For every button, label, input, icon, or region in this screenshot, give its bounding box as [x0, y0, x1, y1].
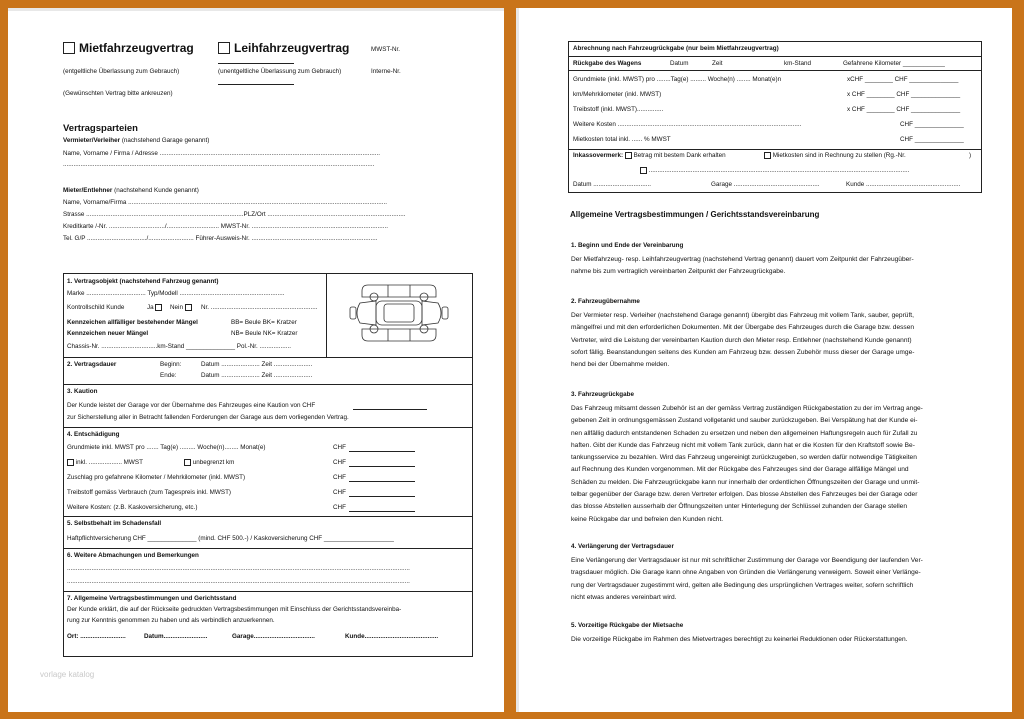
sec2-title: 2. Fahrzeugübernahme: [571, 298, 640, 305]
chassis-field[interactable]: Chassis-Nr. ................................km-Stand ______________ Pol.-Nr. ..................: [67, 343, 291, 350]
treibstoff-label: Treibstoff gemäss Verbrauch (zum Tagespreis inkl. MWST): [67, 489, 232, 496]
abr-grundmiete-field[interactable]: xCHF ________ CHF ______________: [847, 76, 959, 83]
abr-treibstoff-label: Treibstoff (inkl. MWST)...............: [573, 106, 664, 113]
section-1-title: 1. Vertragsobjekt (nachstehend Fahrzeug genannt): [67, 278, 219, 285]
page-edge-shadow: [8, 8, 504, 11]
section-2-title: 2. Vertragsdauer: [67, 361, 117, 368]
kaution-amount-field[interactable]: [353, 409, 427, 410]
nein-label: Nein: [170, 304, 183, 312]
divider-s2: [63, 384, 473, 385]
garage-signature-field[interactable]: Garage...................................: [232, 633, 315, 640]
sec3-line: auf Rechnung des Kunden vorgenommen. Mit der Rückgabe des Fahrzeuges sind der Garage allfällige Mängel und: [571, 466, 909, 474]
chf-label-4: CHF: [333, 489, 346, 496]
sec3-line: das blosse Abstellen ausserhalb der Öffnungszeiten unter Hinterlegung der Schlüssel zuhanden der Garage stellen: [571, 503, 908, 511]
ja-checkbox[interactable]: [155, 304, 162, 311]
sec1-line: nahme bis zum vertraglich vereinbarten Zeitpunkt der Fahrzeugrückgabe.: [571, 268, 786, 276]
weitere-kosten-label: Weitere Kosten: (z.B. Kaskoversicherung, etc.): [67, 504, 198, 511]
other-dots-field[interactable]: .....................................................................................................................................................: [648, 167, 910, 175]
beginn-datum-zeit-field[interactable]: Datum ...................... Zeit ......................: [201, 361, 313, 368]
abr-mietkosten-label: Mietkosten total inkl. ...... % MWST: [573, 136, 671, 143]
sec1-text: [571, 254, 914, 279]
inkasso-label: Inkassovermerk:: [573, 152, 624, 160]
sec1-title: 1. Beginn und Ende der Vereinbarung: [571, 242, 684, 249]
sec2-line: mängelfrei und mit den erforderlichen Dokumenten. Mit der Übergabe des Fahrzeuges durch die Garage bzw. dessen: [571, 324, 915, 332]
sec4-title: 4. Verlängerung der Vertragsdauer: [571, 543, 674, 550]
sec3-line: gebenen Zeit in ordnungsgemässen Zustand vollgetankt und sauber zurückzugeben. Bei Verspätung hat der Kunde ei-: [571, 417, 918, 425]
bemerkungen-line-1[interactable]: ....................................................................................................................................................................................................: [67, 565, 410, 572]
divider-s4: [63, 516, 473, 517]
sec3-line: tankungsservice zu bezahlen. Wird das Fahrzeug ungereinigt zurückzugeben, so werden dafür notwendige Tätigkeiten: [571, 454, 917, 462]
rueckgabe-zeit[interactable]: Zeit: [712, 60, 723, 67]
abr-datum-field[interactable]: Datum .................................: [573, 181, 652, 188]
sec3-line: telbar gegenüber der Garage bzw. deren Vertreter erfolgen. Das blosse Abstellen des Fahrzeuges bei der Garage oder: [571, 491, 918, 499]
agb-title: Allgemeine Vertragsbestimmungen / Gerichtsstandsvereinbarung: [570, 210, 820, 219]
section-6-title: 6. Weitere Abmachungen und Bemerkungen: [67, 552, 199, 559]
leihfahrzeug-note: (unentgeltliche Überlassung zum Gebrauch): [218, 68, 342, 75]
sec3-line: Schäden zu melden. Die Fahrzeugrückgabe kann nur innerhalb der ordentlichen Öffnungszeiten der Garage und unmit-: [571, 478, 920, 486]
mieter-name-field[interactable]: Name, Vorname/Firma ....................................................................................................................................................: [63, 199, 388, 206]
betrag-label: Betrag mit bestem Dank erhalten: [633, 152, 726, 160]
nb-beule-legend: NB= Beule NK= Kratzer: [231, 330, 298, 337]
sec2-line: sofort fällig. Beanstandungen seitens des Kunden am Fahrzeug bzw. dessen Zubehör muss dieser der Garage umge-: [571, 348, 915, 356]
sec3-line: keine Rückgabe dar und befreien den Kunden nicht.: [571, 515, 724, 523]
abr-garage-field[interactable]: Garage .................................................: [711, 181, 820, 188]
vermieter-note: (nachstehend Garage genannt): [121, 137, 210, 144]
sec3-line: haften. Gibt der Kunde das Fahrzeug nicht mit vollem Tank zurück, dann hat er die Kosten für den Kraftstoff sowie Be-: [571, 441, 915, 449]
strasse-field[interactable]: Strasse ..........................................................................................PLZ/Ort ...............................................................................: [63, 211, 406, 218]
section-7-title: 7. Allgemeine Vertragsbestimmungen und Gerichtsstand: [67, 595, 237, 602]
agb-acceptance-2: rung zur Kenntnis genommen zu haben und als verbindlich anzuerkennen.: [67, 617, 275, 624]
bemerkungen-line-2[interactable]: ....................................................................................................................................................................................................: [67, 578, 410, 585]
beginn-label: Beginn:: [160, 361, 182, 368]
divider-s3: [63, 427, 473, 428]
sec3-line: nen allfällig dadurch entstandenen Schaden zu ersetzen und neben den allgemeinen Haftungsregeln auch für Zufall zu: [571, 429, 918, 437]
interne-nr-label: Interne-Nr.: [371, 68, 401, 75]
sec2-line: Der Vermieter resp. Verleiher (nachstehend Garage genannt) übergibt das Fahrzeug mit vollem Tank, sauber, geprüft,: [571, 312, 914, 319]
kontrollschild-nr-field[interactable]: Nr. .............................................................: [201, 304, 318, 311]
mieter-note: (nachstehend Kunde genannt): [114, 187, 199, 194]
sec3-text: [571, 403, 923, 526]
zuschlag-label: Zuschlag pro gefahrene Kilometer / Mehrkilometer (inkl. MWST): [67, 474, 246, 481]
leihfahrzeug-checkbox[interactable]: [218, 42, 230, 54]
contract-back-page: [516, 8, 1012, 712]
agb-acceptance-1: Der Kunde erklärt, die auf der Rückseite gedruckten Vertragsbestimmungen mit Einschluss der Gerichtsstandsvereinba-: [67, 606, 402, 613]
chf-label-5: CHF: [333, 504, 346, 511]
section-4-title: 4. Entschädigung: [67, 431, 120, 438]
sec5-line: Die vorzeitige Rückgabe im Rahmen des Mietvertrages berechtigt zu keinerlei Reduktionen oder Rückerstattungen.: [571, 636, 908, 643]
unbegrenzt-checkbox[interactable]: [184, 459, 191, 466]
sec5-text: [571, 634, 907, 646]
ankreuzen-note: (Gewünschten Vertrag bitte ankreuzen): [63, 90, 173, 97]
ja-label: Ja: [147, 304, 154, 312]
mietfahrzeug-checkbox[interactable]: [63, 42, 75, 54]
tel-field[interactable]: Tel. G/P ................................../.......................... Führer-Ausweis-Nr. ........................................................................: [63, 235, 378, 242]
abrechnung-divider-2: [568, 70, 982, 71]
divider-s6: [63, 591, 473, 592]
divider-car: [326, 273, 327, 357]
unbegrenzt-label: unbegrenzt km: [192, 459, 235, 467]
section-3-title: 3. Kaution: [67, 388, 98, 395]
abr-km-field[interactable]: x CHF ________ CHF ______________: [847, 91, 961, 98]
chf-label-1: CHF: [333, 444, 346, 451]
divider-s5: [63, 548, 473, 549]
mieter-heading: Mieter/Entlehner: [63, 187, 113, 194]
contract-front-page: [8, 8, 504, 712]
sec5-title: 5. Vorzeitige Rückgabe der Mietsache: [571, 622, 684, 629]
watermark: vorlage katalog: [40, 670, 95, 679]
selbstbehalt-field[interactable]: Haftpflichtversicherung CHF ______________ (mind. CHF 500.-) / Kaskoversicherung CHF ____________________: [67, 535, 394, 542]
sec4-line: nicht etwas anderes vereinbart wird.: [571, 593, 677, 601]
chf-field-2[interactable]: [349, 466, 415, 467]
car-damage-diagram-icon[interactable]: [348, 281, 450, 345]
chf-label-2: CHF: [333, 459, 346, 466]
abrechnung-title: Abrechnung nach Fahrzeugrückgabe (nur beim Mietfahrzeugvertrag): [573, 45, 779, 52]
kaution-text-2: zur Sicherstellung aller in Betracht fallenden Forderungen der Garage aus dem vorliegenden Vertrag.: [67, 414, 349, 421]
sec2-text: [571, 310, 914, 371]
kennzeichen-neu-label: Kennzeichen neuer Mängel: [67, 330, 149, 337]
vermieter-address-line[interactable]: ..................................................................................................................................................................................: [63, 161, 375, 168]
ende-label: Ende:: [160, 372, 177, 379]
rueckgabe-label: Rückgabe des Wagens: [573, 60, 642, 67]
section-5-title: 5. Selbstbehalt im Schadensfall: [67, 520, 162, 527]
vermieter-heading: Vermieter/Verleiher: [63, 137, 121, 144]
leihfahrzeug-line-2: [218, 84, 294, 85]
rechnung-checkbox[interactable]: [764, 152, 771, 159]
chf-field-5[interactable]: [349, 511, 415, 512]
abrechnung-divider-1: [568, 56, 982, 57]
rueckgabe-km-stand[interactable]: km-Stand: [784, 60, 811, 67]
abr-grundmiete-label: Grundmiete (inkl. MWST) pro ........Tag(e) ......... Woche(n) ........ Monat(e)n: [573, 76, 782, 83]
sec4-line: rung der Vertragsdauer zugestimmt wird, gelten alle Bedingung des ursprünglichen Vertrages weiter, sofern schriftlich: [571, 581, 914, 589]
abr-kunde-field[interactable]: Kunde ......................................................: [846, 181, 961, 188]
sec4-text: [571, 555, 923, 604]
marke-field[interactable]: Marke .................................. Typ/Modell ............................................................: [67, 290, 285, 297]
divider-s1: [63, 357, 473, 358]
ort-signature-field[interactable]: Ort: ..........................: [67, 633, 126, 640]
rechnung-paren: ): [969, 152, 972, 159]
chf-field-1[interactable]: [349, 451, 415, 452]
gefahrene-km-field[interactable]: Gefahrene Kilometer ____________: [843, 60, 945, 67]
rueckgabe-datum[interactable]: Datum: [670, 60, 689, 67]
leihfahrzeug-title: Leihfahrzeugvertrag: [234, 41, 350, 55]
sec4-line: Eine Verlängerung der Vertragsdauer ist nur mit schriftlicher Zustimmung der Garage vor Beendigung der laufenden Ver-: [571, 557, 923, 564]
sec2-line: Vertreter, wird die Leistung der vereinbarten Kaution durch den Mieter resp. Entlehner (nachstehend Kunde genannt): [571, 336, 912, 344]
mwst-nr-label: MWST-Nr.: [371, 46, 401, 53]
ende-datum-zeit-field[interactable]: Datum ...................... Zeit ......................: [201, 372, 313, 379]
sec3-title: 3. Fahrzeugrückgabe: [571, 391, 634, 398]
rechnung-label: Mietkosten sind in Rechnung zu stellen (Rg.-Nr.: [772, 152, 906, 160]
sec2-line: hend bei der Übernahme melden.: [571, 361, 670, 369]
nein-checkbox[interactable]: [185, 304, 192, 311]
bb-beule-legend: BB= Beule BK= Kratzer: [231, 319, 297, 326]
mietfahrzeug-title: Mietfahrzeugvertrag: [79, 41, 194, 55]
abr-weitere-field[interactable]: CHF ______________: [900, 121, 964, 128]
sec1-line: Der Mietfahrzeug- resp. Leihfahrzeugvertrag (nachstehend Vertrag genannt) dauert vom Zeitpunkt der Fahrzeugüber-: [571, 256, 914, 263]
inkl-mwst-label: inkl. ................... MWST: [75, 459, 143, 467]
vertragsparteien-heading: Vertragsparteien: [63, 123, 138, 134]
kennzeichen-alt-label: Kennzeichen allfälliger bestehender Mängel: [67, 319, 198, 326]
chf-field-4[interactable]: [349, 496, 415, 497]
abr-weitere-label: Weitere Kosten .........................................................................................................: [573, 121, 802, 128]
chf-label-3: CHF: [333, 474, 346, 481]
sec3-line: Das Fahrzeug mitsamt dessen Zubehör ist an der gemäss Vertrag zuständigen Rückgabestation zu der im Vertrag ange-: [571, 405, 923, 412]
vermieter-name-field[interactable]: Name, Vorname / Firma / Adresse ..............................................................................................................................: [63, 150, 381, 157]
kaution-text-1: Der Kunde leistet der Garage vor der Übernahme des Fahrzeuges eine Kaution von CHF: [67, 402, 316, 409]
abrechnung-divider-3: [568, 149, 982, 150]
inkl-mwst-checkbox[interactable]: [67, 459, 74, 466]
datum-signature-field[interactable]: Datum.........................: [144, 633, 208, 640]
other-checkbox[interactable]: [640, 167, 647, 174]
abr-treibstoff-field[interactable]: x CHF ________ CHF ______________: [847, 106, 961, 113]
abr-mietkosten-field[interactable]: CHF ______________: [900, 136, 964, 143]
kontrollschild-label: Kontrollschild Kunde: [67, 304, 125, 311]
kunde-signature-field[interactable]: Kunde..........................................: [345, 633, 439, 640]
abr-km-label: km/Mehrkilometer (inkl. MWST): [573, 91, 662, 98]
page-gutter-shadow: [516, 8, 519, 712]
kreditkarte-field[interactable]: Kreditkarte /-Nr. ................................/.............................. MWST-Nr. ..............................................................................: [63, 223, 389, 230]
grundmiete-label: Grundmiete inkl. MWST pro ....... Tag(e) ......... Woche(n)........ Monat(e): [67, 444, 266, 451]
betrag-checkbox[interactable]: [625, 152, 632, 159]
sec4-line: tragsdauer möglich. Die Garage kann ohne Angaben von Gründen die Verlängerung verweigern. Soweit einer Verlänge-: [571, 569, 921, 577]
mietfahrzeug-note: (entgeltliche Überlassung zum Gebrauch): [63, 68, 180, 75]
leihfahrzeug-line: [218, 63, 294, 64]
chf-field-3[interactable]: [349, 481, 415, 482]
